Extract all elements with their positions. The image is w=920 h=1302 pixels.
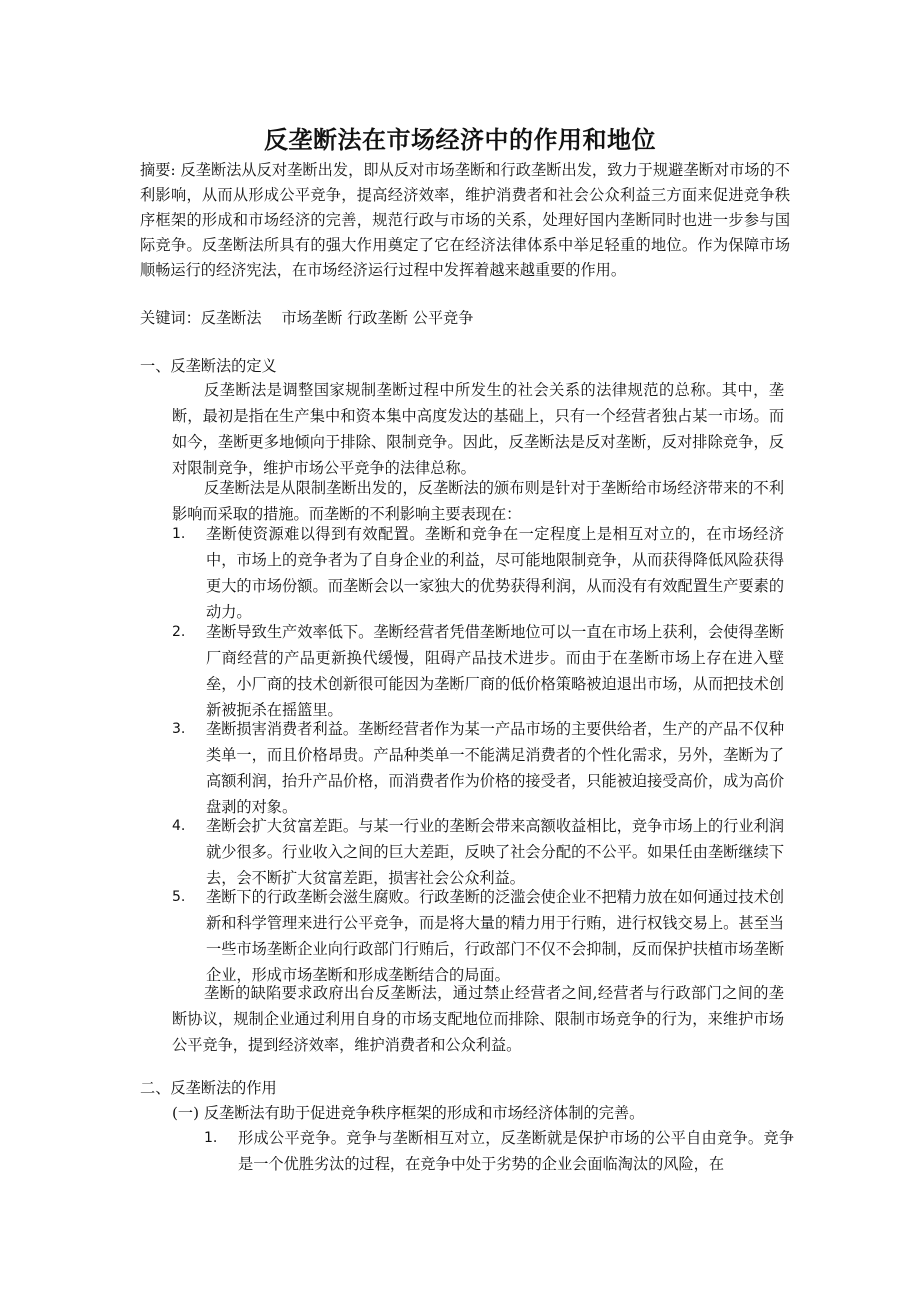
section-2-subheading: (一) 反垄断法有助于促进竞争秩序框架的形成和市场经济体制的完善。	[172, 1104, 645, 1122]
list-item-text: 垄断导致生产效率低下。垄断经营者凭借垄断地位可以一直在市场上获利，会使得垄断厂商经营的产品更新换代缓慢，阻碍产品技术进步。而由于在垄断市场上存在进入壁垒，小厂商的技术创新很可能因为垄断厂商的低价格策略被迫退出市场，从而把技术创新被扼杀在摇篮里。	[206, 623, 784, 719]
list-item	[204, 1125, 794, 1177]
list-item-text: 垄断会扩大贫富差距。与某一行业的垄断会带来高额收益相比，竞争市场上的行业利润就少很多。行业收入之间的巨大差距，反映了社会分配的不公平。如果任由垄断继续下去，会不断扩大贫富差距，损害社会公众利益。	[206, 817, 784, 887]
list-item-number: 2.	[172, 624, 186, 640]
list-item	[172, 716, 784, 820]
abstract-paragraph: 摘要: 反垄断法从反对垄断出发，即从反对市场垄断和行政垄断出发，致力于规避垄断对市场的不利影响，从而从形成公平竞争，提高经济效率，维护消费者和社会公众利益三方面来促进竞争秩序框架的形成和市场经济的完善，规范行政与市场的关系，处理好国内垄断同时也进一步参与国际竞争。反垄断法所具有的强大作用奠定了它在经济法律体系中举足轻重的地位。作为保障市场顺畅运行的经济宪法，在市场经济运行过程中发挥着越来越重要的作用。	[140, 161, 790, 279]
list-item-text: 垄断使资源难以得到有效配置。垄断和竞争在一定程度上是相互对立的，在市场经济中，市场上的竞争者为了自身企业的利益，尽可能地限制竞争，从而获得降低风险获得更大的市场份额。而垄断会以一家独大的优势获得利润，从而没有有效配置生产要素的动力。	[206, 525, 784, 621]
section-1-heading: 一、反垄断法的定义	[140, 357, 277, 375]
list-item	[172, 884, 784, 988]
list-item	[172, 521, 784, 625]
list-item-number: 5.	[172, 889, 186, 905]
keywords-line: 关键词：反垄断法 市场垄断 行政垄断 公平竞争	[140, 309, 474, 327]
list-item-text: 形成公平竞争。竞争与垄断相互对立，反垄断就是保护市场的公平自由竞争。竞争是一个优胜劣汰的过程，在竞争中处于劣势的企业会面临淘汰的风险，在	[238, 1129, 794, 1173]
list-item-number: 1.	[172, 526, 186, 542]
list-item-text: 垄断损害消费者利益。垄断经营者作为某一产品市场的主要供给者，生产的产品不仅种类单一，而且价格昂贵。产品种类单一不能满足消费者的个性化需求，另外，垄断为了高额利润，抬升产品价格，而消费者作为价格的接受者，只能被迫接受高价，成为高价盘剥的对象。	[206, 720, 784, 816]
list-item-number: 3.	[172, 721, 186, 737]
list-item-number: 1.	[204, 1130, 218, 1146]
list-item-text: 垄断下的行政垄断会滋生腐败。行政垄断的泛滥会使企业不把精力放在如何通过技术创新和科学管理来进行公平竞争，而是将大量的精力用于行贿，进行权钱交易上。甚至当一些市场垄断企业向行政部门行贿后，行政部门不仅不会抑制，反而保护扶植市场垄断企业，形成市场垄断和形成垄断结合的局面。	[206, 888, 784, 984]
document-title: 反垄断法在市场经济中的作用和地位	[264, 126, 656, 154]
list-item-number: 4.	[172, 818, 186, 834]
section-1-paragraph-1: 反垄断法是调整国家规制垄断过程中所发生的社会关系的法律规范的总称。其中，垄断，最初是指在生产集中和资本集中高度发达的基础上，只有一个经营者独占某一市场。而如今，垄断更多地倾向于排除、限制竞争。因此，反垄断法是反对垄断，反对排除竞争，反对限制竞争，维护市场公平竞争的法律总称。	[172, 381, 784, 477]
section-1-paragraph-3: 垄断的缺陷要求政府出台反垄断法，通过禁止经营者之间,经营者与行政部门之间的垄断协议，规制企业通过利用自身的市场支配地位而排除、限制市场竞争的行为，来维护市场公平竞争，提到经济效率，维护消费者和公众利益。	[172, 984, 784, 1054]
list-item	[172, 813, 784, 891]
section-1-paragraph-2: 反垄断法是从限制垄断出发的，反垄断法的颁布则是针对于垄断给市场经济带来的不利影响而采取的措施。而垄断的不利影响主要表现在：	[172, 479, 784, 523]
list-item	[172, 619, 784, 723]
section-2-heading: 二、反垄断法的作用	[140, 1079, 277, 1097]
